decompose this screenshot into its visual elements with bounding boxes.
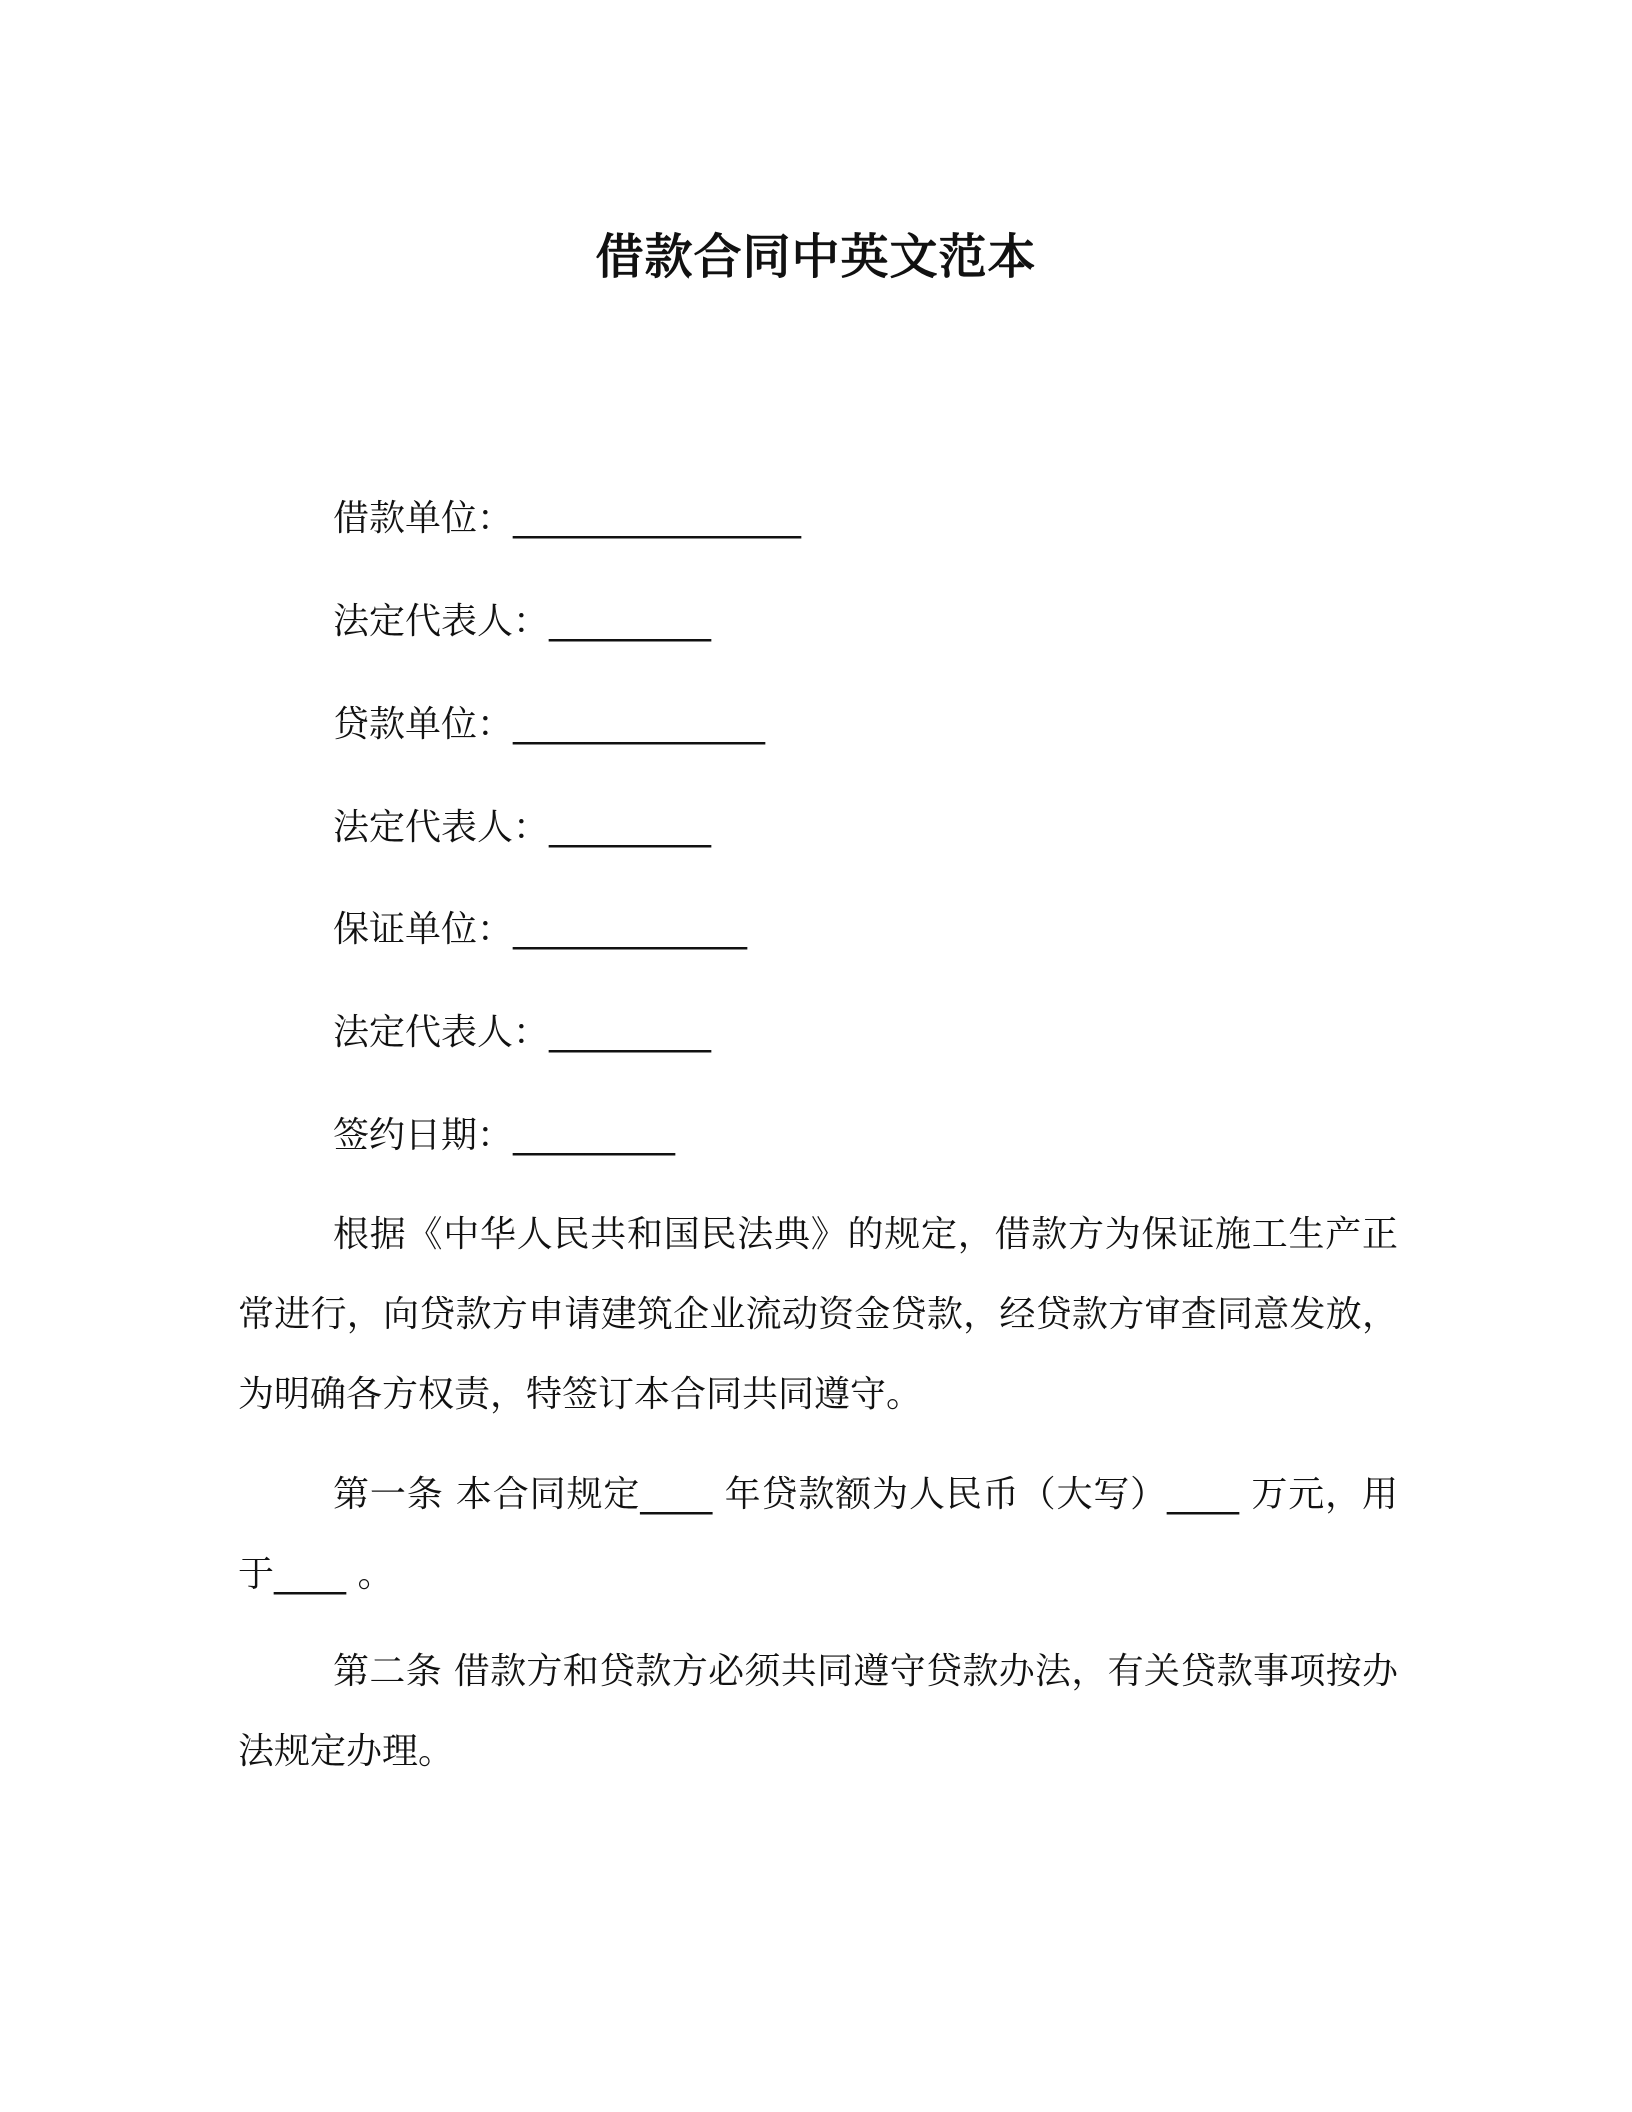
field-blank[interactable]: _________ <box>549 601 712 642</box>
field-label: 贷款单位： <box>333 704 514 745</box>
paragraph-article-2: 第二条 借款方和贷款方必须共同遵守贷款办法，有关贷款事项按办法规定办理。 <box>238 1651 1398 1772</box>
field-lender-representative <box>333 804 711 852</box>
field-label: 保证单位： <box>333 909 514 950</box>
paragraph-preamble: 根据《中华人民共和国民法典》的规定，借款方为保证施工生产正常进行，向贷款方申请建筑企业流动资金贷款，经贷款方审查同意发放，为明确各方权责，特签订本合同共同遵守。 <box>238 1214 1398 1415</box>
field-signing-date <box>333 1112 675 1160</box>
field-blank[interactable]: _____________ <box>513 909 748 950</box>
field-blank[interactable]: ______________ <box>513 704 766 745</box>
field-blank[interactable]: ________________ <box>513 498 802 539</box>
field-guarantor <box>333 906 747 954</box>
field-borrower-representative <box>333 598 711 646</box>
field-blank[interactable]: _________ <box>549 1012 712 1053</box>
field-blank[interactable]: _________ <box>513 1115 676 1156</box>
field-blank[interactable]: _________ <box>549 807 712 848</box>
field-guarantor-representative <box>333 1009 711 1057</box>
field-label: 签约日期： <box>333 1115 514 1156</box>
field-label: 法定代表人： <box>333 807 550 848</box>
paragraph-article-1: 第一条 本合同规定____ 年贷款额为人民币（大写）____ 万元，用于____ 。 <box>238 1474 1398 1595</box>
document-title: 借款合同中英文范本 <box>595 229 1037 285</box>
field-borrower <box>333 495 801 543</box>
field-lender <box>333 701 765 749</box>
field-label: 借款单位： <box>333 498 514 539</box>
field-label: 法定代表人： <box>333 1012 550 1053</box>
field-label: 法定代表人： <box>333 601 550 642</box>
